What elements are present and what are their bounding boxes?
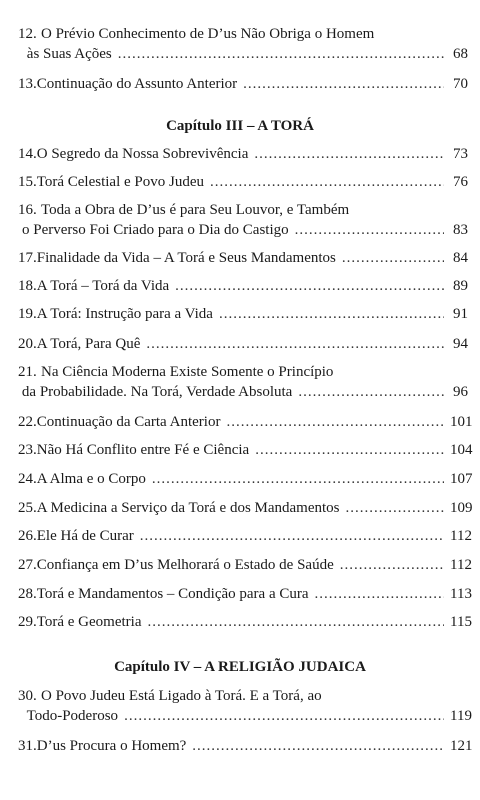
entry-title-line1: Na Ciência Moderna Existe Somente o Princípio <box>41 364 334 380</box>
dot-leader <box>175 276 444 296</box>
entry-page-number: 76 <box>453 174 468 190</box>
entry-page-number: 107 <box>450 471 473 487</box>
entry-page-number: 91 <box>453 306 468 322</box>
entry-title: Continuação do Assunto Anterior <box>36 76 238 92</box>
entry-number: 18. <box>18 278 37 294</box>
entry-page-number: 112 <box>450 557 472 573</box>
entry-number: 20. <box>18 336 37 352</box>
entry-page-number: 101 <box>450 414 473 430</box>
entry-page-number: 112 <box>450 528 472 544</box>
dot-leader <box>146 334 444 354</box>
entry-title: Torá Celestial e Povo Judeu <box>36 174 204 190</box>
toc-entry-12 <box>18 24 468 64</box>
toc-entry-26 <box>18 526 472 546</box>
entry-title-line1: O Povo Judeu Está Ligado à Torá. E a Torá, ao <box>41 688 322 704</box>
entry-page-number: 104 <box>450 442 473 458</box>
toc-entry-20 <box>18 334 468 354</box>
entry-page-number: 84 <box>453 250 468 266</box>
toc-entry-13 <box>18 74 468 94</box>
entry-title: Torá e Geometria <box>36 614 142 630</box>
dot-leader <box>254 144 444 164</box>
entry-title-line1: Toda a Obra de D’us é para Seu Louvor, e Também <box>41 202 350 218</box>
entry-page-number: 94 <box>453 336 468 352</box>
entry-title-line2: às Suas Ações <box>26 46 112 62</box>
entry-number: 17. <box>18 250 37 266</box>
dot-leader <box>118 44 444 64</box>
entry-title-line2: o Perverso Foi Criado para o Dia do Castigo <box>22 222 289 238</box>
entry-page-number: 121 <box>450 738 473 754</box>
entry-number: 19. <box>18 306 37 322</box>
entry-number: 14. <box>18 146 37 162</box>
dot-leader <box>192 736 444 756</box>
dot-leader <box>243 74 444 94</box>
dot-leader <box>295 220 444 240</box>
entry-title: A Torá: Instrução para a Vida <box>36 306 213 322</box>
toc-entry-28 <box>18 584 472 604</box>
entry-title: A Medicina a Serviço da Torá e dos Mandamentos <box>36 500 340 516</box>
entry-number: 24. <box>18 471 37 487</box>
entry-title: A Torá, Para Quê <box>36 336 141 352</box>
dot-leader <box>147 612 444 632</box>
entry-number: 29. <box>18 614 37 630</box>
entry-number: 13. <box>18 76 37 92</box>
entry-number: 22. <box>18 414 37 430</box>
toc-entry-14 <box>18 144 468 164</box>
toc-entry-16 <box>18 200 468 240</box>
entry-title: Continuação da Carta Anterior <box>36 414 221 430</box>
toc-entry-30 <box>18 686 472 726</box>
entry-number: 26. <box>18 528 37 544</box>
entry-number: 12. <box>18 26 37 42</box>
entry-title: Torá e Mandamentos – Condição para a Cura <box>36 586 309 602</box>
entry-title: Ele Há de Curar <box>36 528 134 544</box>
dot-leader <box>342 248 444 268</box>
entry-title-line2: da Probabilidade. Na Torá, Verdade Absoluta <box>21 384 293 400</box>
toc-entry-22 <box>18 412 473 432</box>
entry-title-line2: Todo-Poderoso <box>26 708 119 724</box>
toc-entry-21 <box>18 362 468 402</box>
dot-leader <box>140 526 444 546</box>
dot-leader <box>210 172 444 192</box>
toc-entry-31 <box>18 736 473 756</box>
entry-number: 28. <box>18 586 37 602</box>
toc-entry-25 <box>18 498 473 518</box>
entry-page-number: 73 <box>453 146 468 162</box>
toc-entry-23 <box>18 440 473 460</box>
entry-number: 25. <box>18 500 37 516</box>
entry-page-number: 68 <box>453 46 468 62</box>
entry-page-number: 115 <box>450 614 472 630</box>
entry-title: Não Há Conflito entre Fé e Ciência <box>36 442 250 458</box>
chapter-heading-4: Capítulo IV – A RELIGIÃO JUDAICA <box>114 659 366 675</box>
entry-page-number: 109 <box>450 500 473 516</box>
dot-leader <box>124 706 444 726</box>
chapter-heading-3: Capítulo III – A TORÁ <box>166 118 314 134</box>
entry-page-number: 89 <box>453 278 468 294</box>
dot-leader <box>315 584 444 604</box>
entry-number: 16. <box>18 202 37 218</box>
dot-leader <box>298 382 444 402</box>
entry-title: A Alma e o Corpo <box>36 471 146 487</box>
entry-title: D’us Procura o Homem? <box>36 738 187 754</box>
dot-leader <box>152 469 444 489</box>
dot-leader <box>255 440 444 460</box>
entry-number: 15. <box>18 174 37 190</box>
entry-number: 21. <box>18 364 37 380</box>
entry-number: 23. <box>18 442 37 458</box>
entry-title-line1: O Prévio Conhecimento de D’us Não Obriga o Homem <box>41 26 375 42</box>
entry-number: 31. <box>18 738 37 754</box>
entry-title: A Torá – Torá da Vida <box>36 278 170 294</box>
entry-page-number: 119 <box>450 708 472 724</box>
entry-number: 27. <box>18 557 37 573</box>
entry-title: Finalidade da Vida – A Torá e Seus Mandamentos <box>36 250 336 266</box>
entry-page-number: 83 <box>453 222 468 238</box>
toc-entry-27 <box>18 555 472 575</box>
dot-leader <box>226 412 444 432</box>
entry-number: 30. <box>18 688 37 704</box>
entry-page-number: 113 <box>450 586 472 602</box>
entry-page-number: 70 <box>453 76 468 92</box>
entry-page-number: 96 <box>453 384 468 400</box>
toc-entry-24 <box>18 469 473 489</box>
toc-entry-19 <box>18 304 468 324</box>
toc-entry-18 <box>18 276 468 296</box>
toc-entry-17 <box>18 248 468 268</box>
entry-title: O Segredo da Nossa Sobrevivência <box>36 146 249 162</box>
dot-leader <box>340 555 444 575</box>
dot-leader <box>346 498 444 518</box>
toc-entry-29 <box>18 612 472 632</box>
toc-entry-15 <box>18 172 468 192</box>
dot-leader <box>219 304 444 324</box>
entry-title: Confiança em D’us Melhorará o Estado de Saúde <box>36 557 334 573</box>
